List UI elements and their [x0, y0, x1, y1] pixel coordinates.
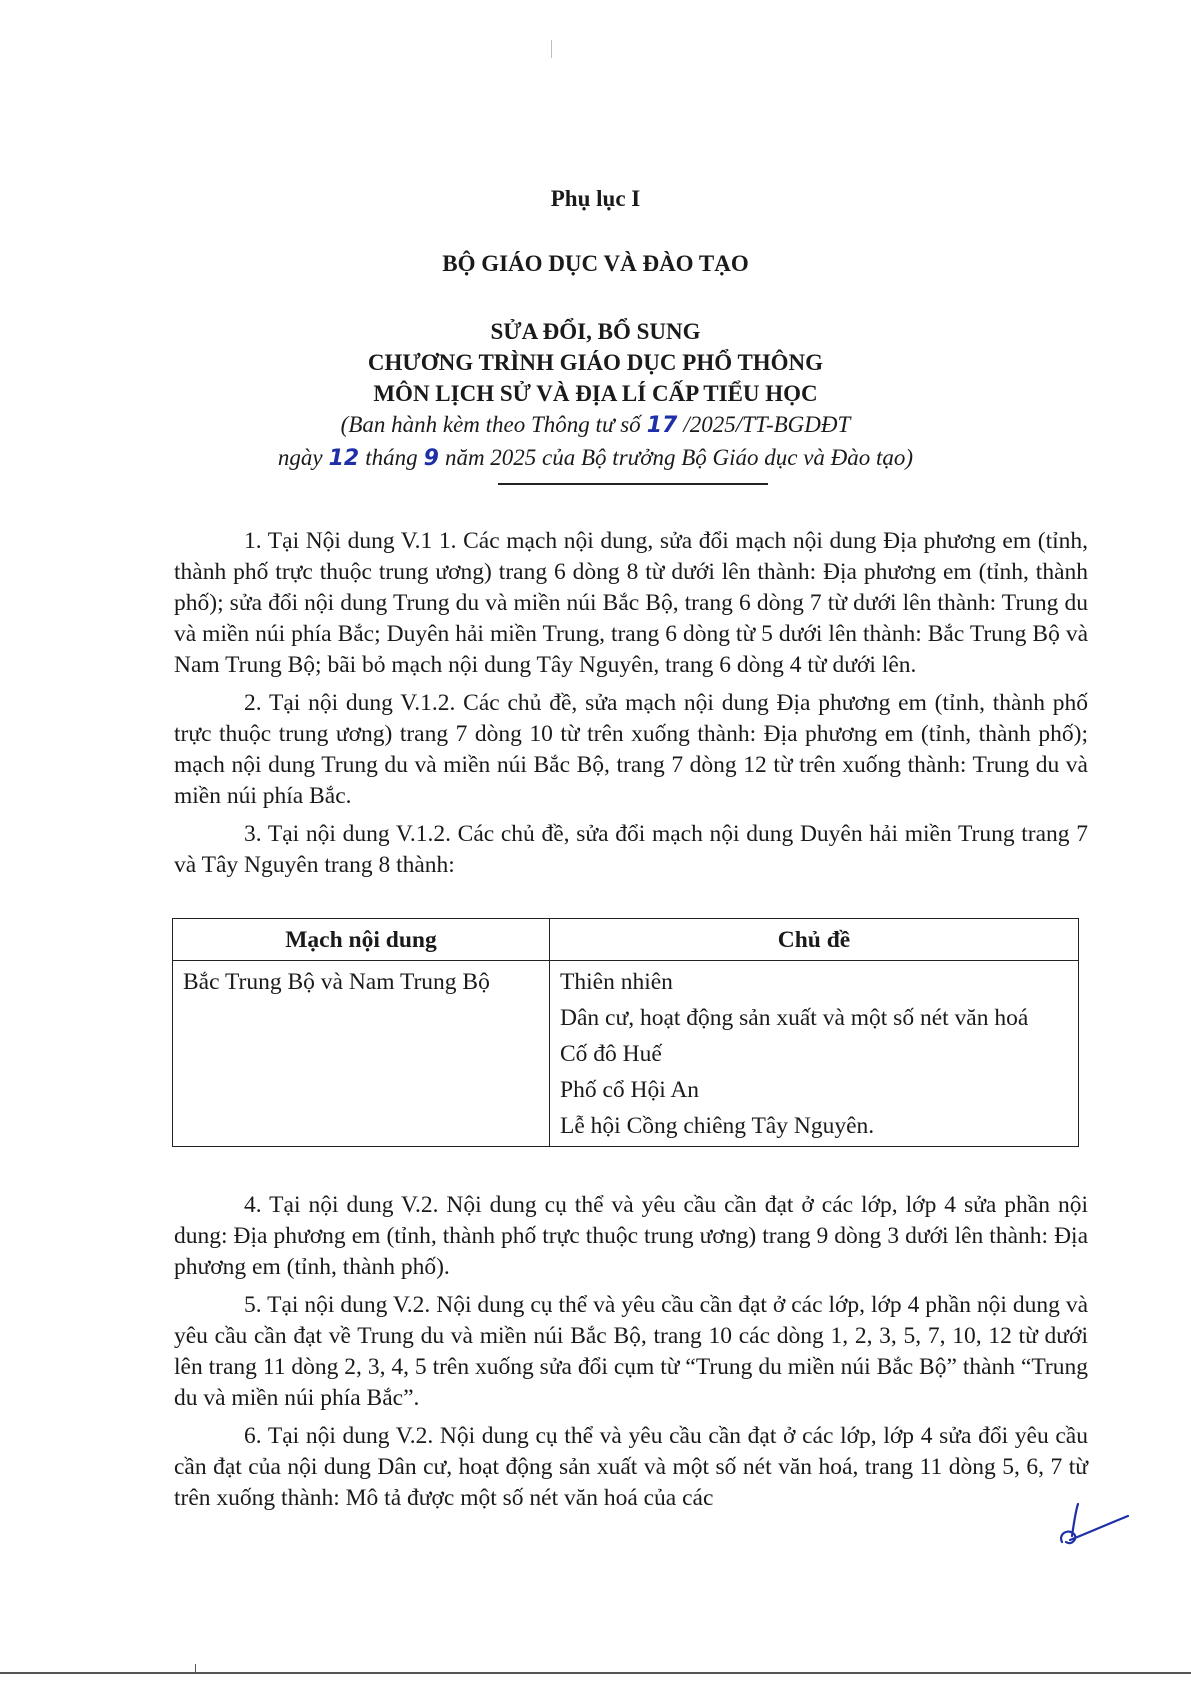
- table-header-row: [173, 919, 1079, 961]
- issuance-line-1: [0, 409, 1191, 441]
- issuance-line-2: [0, 442, 1191, 474]
- paragraph-6: 6. Tại nội dung V.2. Nội dung cụ thể và yêu cầu cần đạt ở các lớp, lớp 4 sửa đổi yêu cầu cần đạt của nội dung Dân cư, hoạt động sản xuất và một số nét văn hoá, trang 11 dòng 5, 6, 7 từ trên xuống thành: Mô tả được một số nét văn hoá của các: [174, 1423, 1088, 1511]
- title-line-2: CHƯƠNG TRÌNH GIÁO DỤC PHỔ THÔNG: [367, 350, 824, 375]
- handwritten-month: 9: [423, 446, 439, 471]
- topic-item: Cố đô Huế: [560, 1041, 662, 1067]
- day-label: ngày: [277, 445, 323, 470]
- paragraph-1: 1. Tại Nội dung V.1 1. Các mạch nội dung, sửa đổi mạch nội dung Địa phương em (tỉnh, thành phố trực thuộc trung ương) trang 6 dòng 8 từ dưới lên thành: Địa phương em (tỉnh, thành phố); sửa đổi nội dung Trung du và miền núi Bắc Bộ, trang 6 dòng 7 từ dưới lên thành: Trung du và miền núi phía Bắc; Duyên hải miền Trung, trang 6 dòng từ 5 dưới lên thành: Bắc Trung Bộ và Nam Trung Bộ; bãi bỏ mạch nội dung Tây Nguyên, trang 6 dòng 4 từ dưới lên.: [174, 528, 1088, 678]
- topic-item: Thiên nhiên: [560, 969, 673, 995]
- signature-initial-icon: [1056, 1502, 1130, 1548]
- issuance-prefix: (Ban hành kèm theo Thông tư số: [340, 412, 641, 437]
- appendix-title: Phụ lục I: [550, 186, 641, 211]
- issuance-suffix: /2025/TT-BGDĐT: [683, 412, 851, 437]
- paragraph-2: 2. Tại nội dung V.1.2. Các chủ đề, sửa mạch nội dung Địa phương em (tỉnh, thành phố trực thuộc trung ương) trang 7 dòng 10 từ trên xuống thành: Địa phương em (tỉnh, thành phố); mạch nội dung Trung du và miền núi Bắc Bộ, trang 7 dòng 12 từ trên xuống thành: Trung du và miền núi phía Bắc.: [174, 690, 1088, 809]
- content-table: [172, 918, 1079, 1147]
- topic-item: Lễ hội Cồng chiêng Tây Nguyên.: [560, 1113, 875, 1139]
- handwritten-circular-number: 17: [646, 413, 678, 438]
- title-line-1: SỬA ĐỔI, BỔ SUNG: [490, 319, 701, 344]
- paragraph-3: 3. Tại nội dung V.1.2. Các chủ đề, sửa đổi mạch nội dung Duyên hải miền Trung trang 7 và Tây Nguyên trang 8 thành:: [174, 821, 1088, 878]
- cell-strand: [173, 961, 550, 1147]
- scan-artifact: [551, 40, 552, 58]
- handwritten-day: 12: [328, 446, 360, 471]
- table-row: [173, 961, 1079, 1147]
- body-section-1: [174, 526, 1088, 888]
- header-strand: Mạch nội dung: [173, 919, 550, 961]
- header-topic: Chủ đề: [550, 919, 1079, 961]
- title-line-3: MÔN LỊCH SỬ VÀ ĐỊA LÍ CẤP TIỂU HỌC: [373, 381, 818, 406]
- paragraph-5: 5. Tại nội dung V.2. Nội dung cụ thể và yêu cầu cần đạt ở các lớp, lớp 4 phần nội dung và yêu cầu cần đạt về Trung du và miền núi Bắc Bộ, trang 10 các dòng 1, 2, 3, 5, 7, 10, 12 từ dưới lên trang 11 dòng 2, 3, 4, 5 trên xuống sửa đổi cụm từ “Trung du miền núi Bắc Bộ” thành “Trung du và miền núi phía Bắc”.: [174, 1292, 1088, 1411]
- body-section-2: [174, 1190, 1088, 1521]
- paragraph-4: 4. Tại nội dung V.2. Nội dung cụ thể và yêu cầu cần đạt ở các lớp, lớp 4 sửa phần nội dung: Địa phương em (tỉnh, thành phố trực thuộc trung ương) trang 9 dòng 3 dưới lên thành: Địa phương em (tỉnh, thành phố).: [174, 1192, 1088, 1280]
- ministry-name: BỘ GIÁO DỤC VÀ ĐÀO TẠO: [442, 251, 749, 276]
- issuance-date-suffix: năm 2025 của Bộ trưởng Bộ Giáo dục và Đào tạo): [444, 445, 914, 470]
- page-bottom-edge: [0, 1672, 1191, 1674]
- topic-item: Dân cư, hoạt động sản xuất và một số nét văn hoá: [560, 1005, 1029, 1031]
- cell-topics: [550, 961, 1079, 1147]
- topic-item: Phố cổ Hội An: [560, 1077, 700, 1103]
- title-underline: [498, 483, 768, 485]
- strand-name: Bắc Trung Bộ và Nam Trung Bộ: [183, 969, 490, 995]
- month-label: tháng: [365, 445, 418, 470]
